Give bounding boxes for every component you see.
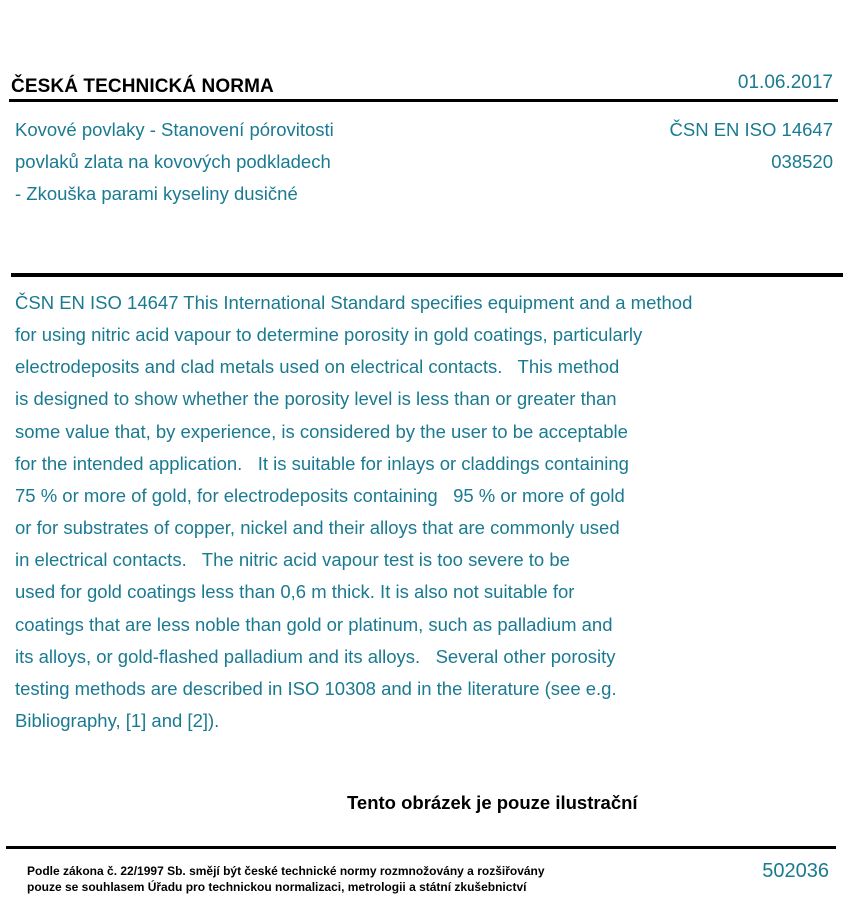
class-code: 038520 — [771, 151, 833, 172]
abstract-line: its alloys, or gold-flashed palladium and its alloys. Several other porosity — [15, 645, 616, 667]
abstract-line: for the intended application. It is suitable for inlays or claddings containing — [15, 452, 629, 474]
subject-line: povlaků zlata na kovových podkladech — [15, 151, 331, 172]
abstract-line: or for substrates of copper, nickel and their alloys that are commonly used — [15, 517, 620, 539]
illustration-notice: Tento obrázek je pouze ilustrační — [347, 792, 638, 813]
document-title: ČESKÁ TECHNICKÁ NORMA — [11, 76, 274, 97]
standard-designation: ČSN EN ISO 14647 — [669, 119, 833, 140]
publication-date: 01.06.2017 — [737, 72, 833, 93]
abstract-line: in electrical contacts. The nitric acid vapour test is too severe to be — [15, 549, 570, 571]
document-code: 502036 — [762, 860, 829, 882]
abstract-line: electrodeposits and clad metals used on electrical contacts. This method — [15, 356, 620, 378]
section-divider — [11, 273, 843, 277]
abstract-line: for using nitric acid vapour to determine porosity in gold coatings, particularly — [15, 324, 643, 346]
abstract-line: some value that, by experience, is considered by the user to be acceptable — [15, 420, 628, 442]
legal-line: Podle zákona č. 22/1997 Sb. smějí být české technické normy rozmnožovány a rozšiřovány — [27, 864, 545, 878]
standard-subject — [15, 114, 435, 210]
abstract-text — [15, 287, 835, 737]
subject-line: Kovové povlaky - Stanovení pórovitosti — [15, 119, 334, 140]
header-divider — [9, 99, 838, 102]
abstract-line: coatings that are less noble than gold or platinum, such as palladium and — [15, 613, 613, 635]
subject-line: - Zkouška parami kyseliny dusičné — [15, 183, 298, 204]
legal-notice — [27, 863, 545, 895]
abstract-line: is designed to show whether the porosity level is less than or greater than — [15, 388, 617, 410]
abstract-line: used for gold coatings less than 0,6 m thick. It is also not suitable for — [15, 581, 575, 603]
standard-identifiers — [670, 114, 834, 178]
abstract-line: 75 % or more of gold, for electrodeposits containing 95 % or more of gold — [15, 484, 625, 506]
legal-line: pouze se souhlasem Úřadu pro technickou normalizaci, metrologii a státní zkušebnictví — [27, 880, 527, 894]
abstract-line: Bibliography, [1] and [2]). — [15, 710, 220, 732]
footer-divider — [6, 846, 836, 849]
abstract-line: ČSN EN ISO 14647 This International Standard specifies equipment and a method — [15, 292, 693, 313]
abstract-line: testing methods are described in ISO 10308 and in the literature (see e.g. — [15, 677, 617, 699]
